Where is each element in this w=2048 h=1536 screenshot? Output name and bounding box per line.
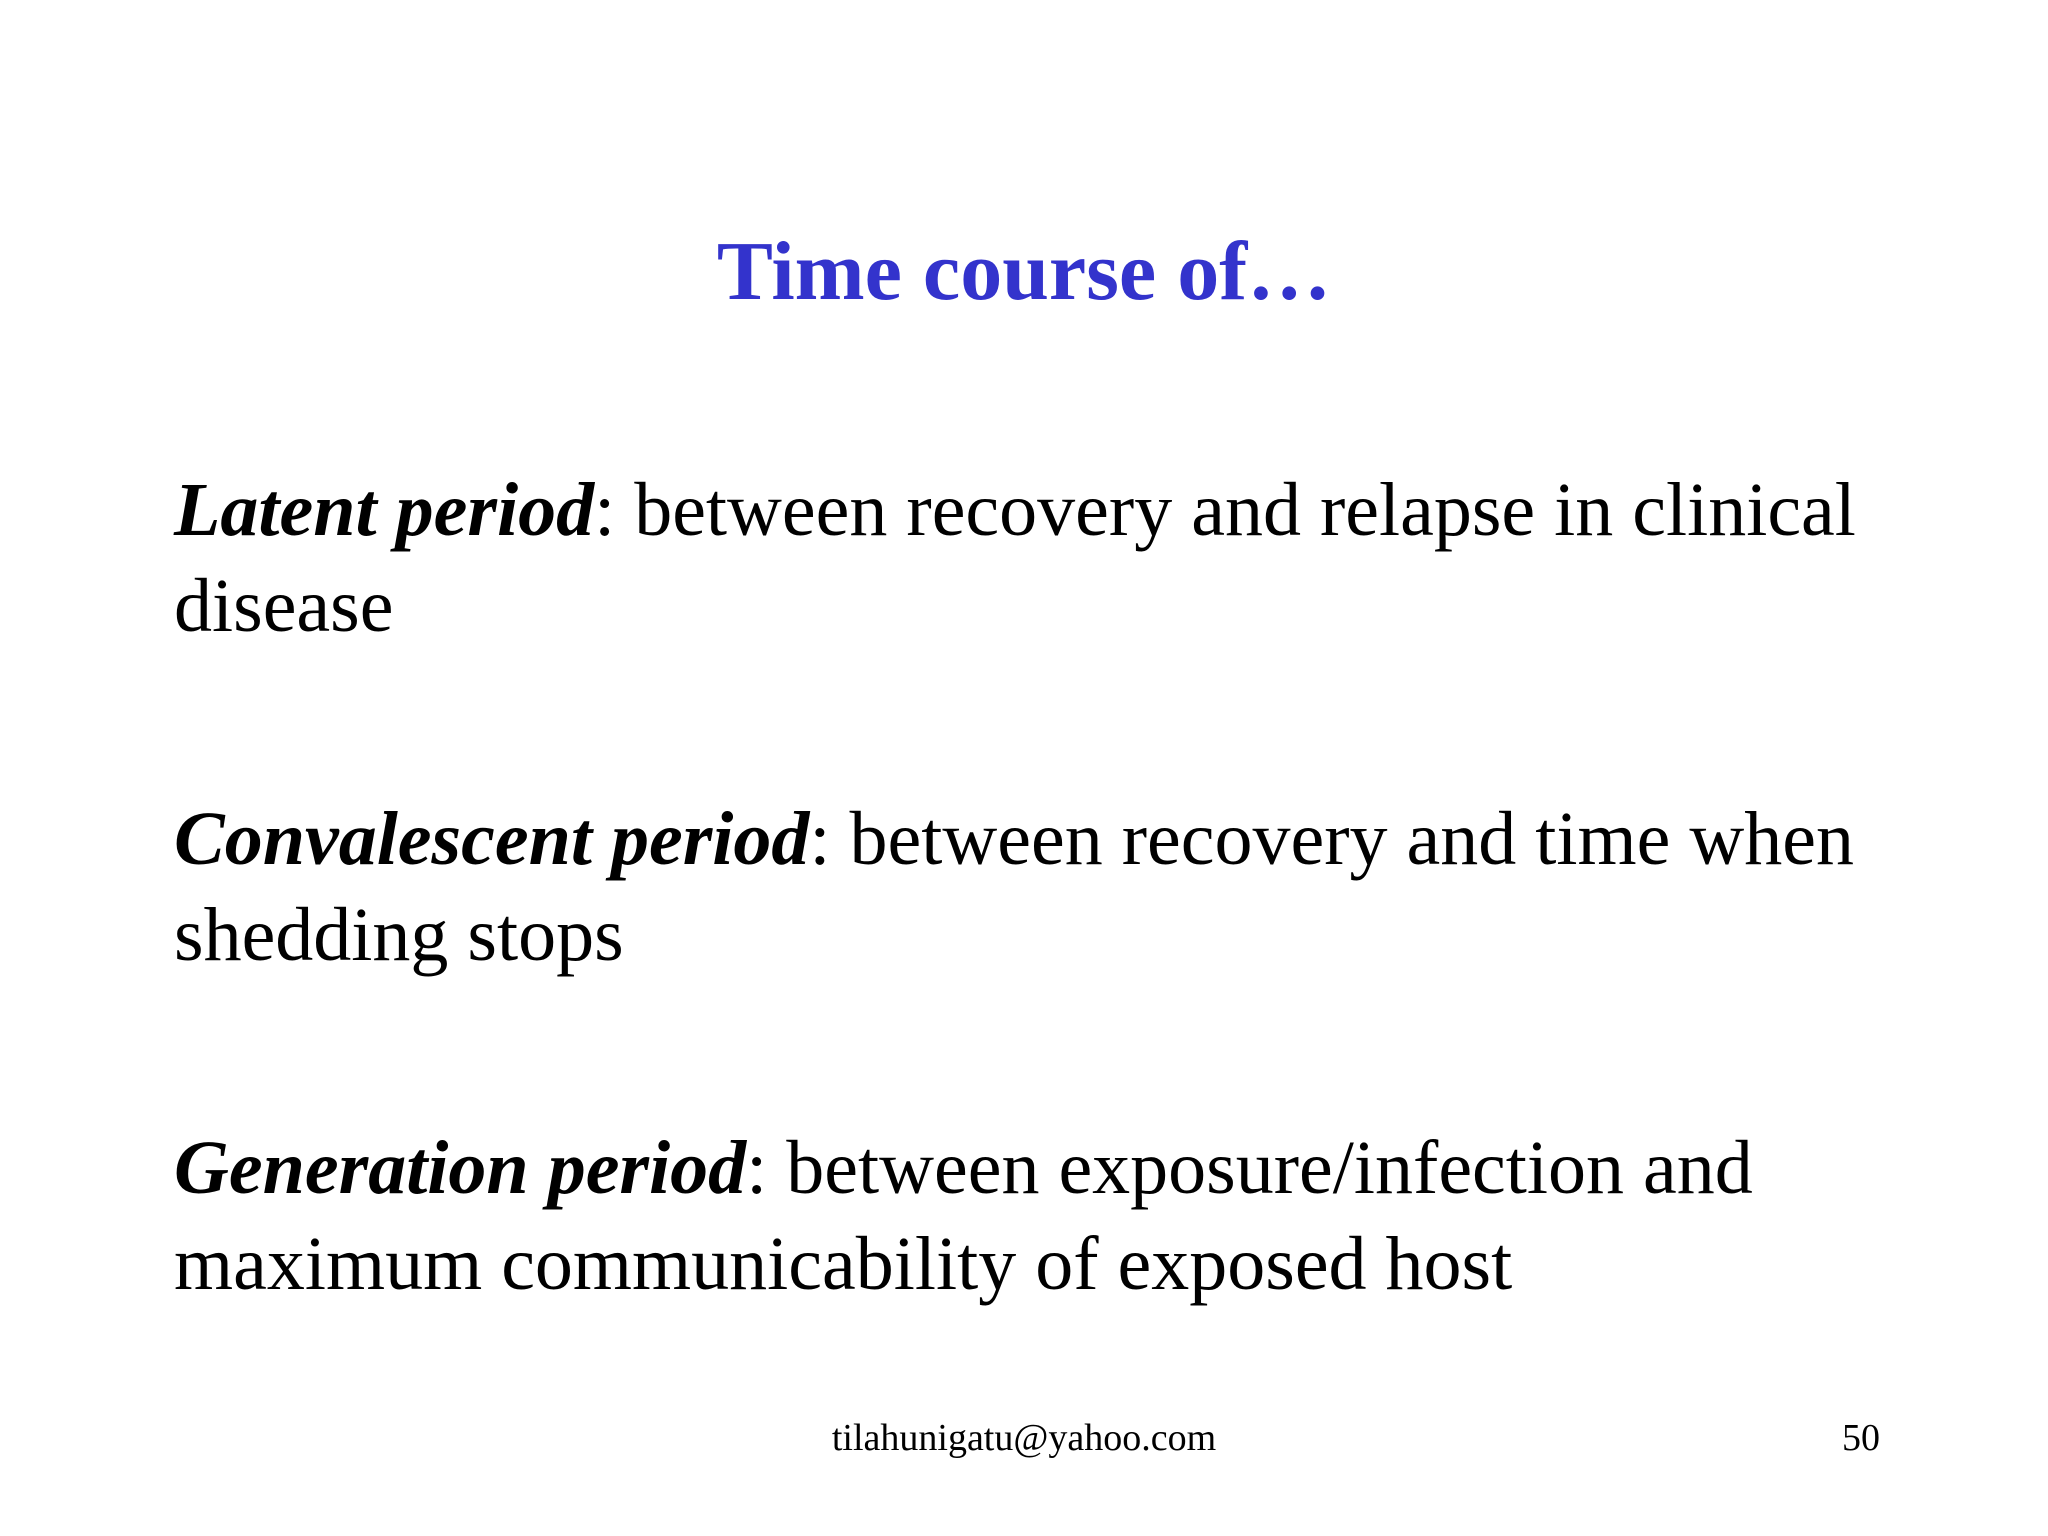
definition-term: Generation period <box>174 1126 747 1210</box>
definition-list <box>174 462 1954 1449</box>
definition-latent-period <box>174 462 1954 654</box>
page-number: 50 <box>1842 1417 1880 1459</box>
slide-title: Time course of… <box>716 225 1332 318</box>
definition-text: : between exposure/infection and maximum communicability of exposed host <box>174 1126 1753 1306</box>
definition-term: Convalescent period <box>174 797 810 881</box>
footer-email: tilahunigatu@yahoo.com <box>831 1417 1217 1459</box>
definition-text: : between recovery and time when shedding stops <box>174 797 1854 977</box>
definition-text: : between recovery and relapse in clinical disease <box>174 468 1856 648</box>
definition-term: Latent period <box>174 468 595 552</box>
definition-convalescent-period <box>174 791 1954 983</box>
definition-generation-period <box>174 1120 1954 1312</box>
